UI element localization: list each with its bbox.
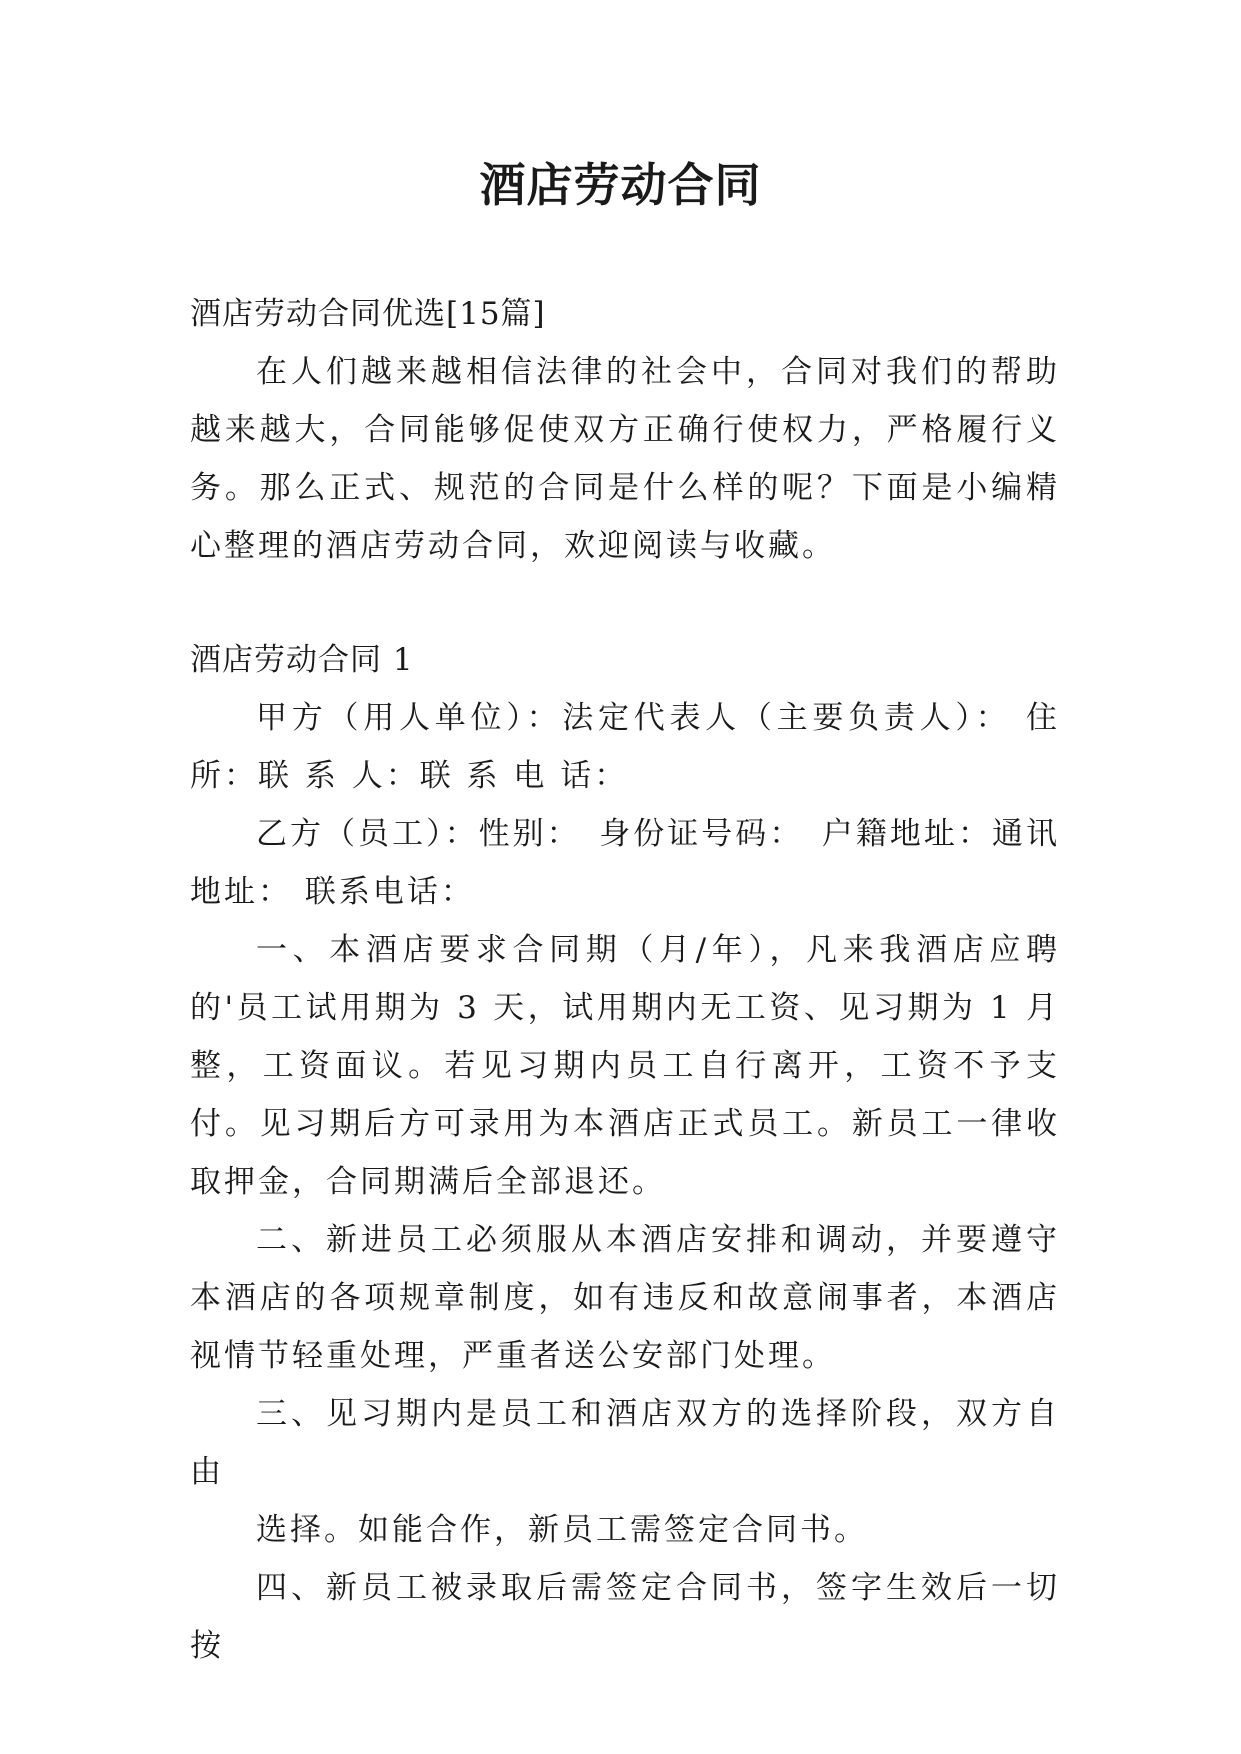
document-title: 酒店劳动合同 bbox=[479, 158, 762, 212]
document-body bbox=[190, 285, 1060, 1675]
party-a-paragraph: 甲方（用人单位）：法定代表人（主要负责人）： 住所：联 系 人：联 系 电 话： bbox=[190, 700, 1060, 794]
clause-3-line-1: 三、见习期内是员工和酒店双方的选择阶段，双方自由 bbox=[190, 1396, 1060, 1490]
party-b-paragraph: 乙方（员工）：性别： 身份证号码： 户籍地址：通讯地址： 联系电话： bbox=[190, 816, 1060, 910]
clause-4-paragraph: 四、新员工被录取后需签定合同书，签字生效后一切按 bbox=[190, 1570, 1060, 1664]
document-subtitle: 酒店劳动合同优选[15篇] bbox=[190, 296, 546, 332]
clause-1-paragraph: 一、本酒店要求合同期（月/年），凡来我酒店应聘的'员工试用期为 3 天，试用期内无工资、见习期为 1 月整，工资面议。若见习期内员工自行离开，工资不予支付。见习期后方可录用为本酒店正式员工。新员工一律收取押金，合同期满后全部退还。 bbox=[190, 932, 1060, 1200]
section-spacer bbox=[190, 575, 1060, 631]
clause-2-paragraph: 二、新进员工必须服从本酒店安排和调动，并要遵守本酒店的各项规章制度，如有违反和故意闹事者，本酒店视情节轻重处理，严重者送公安部门处理。 bbox=[190, 1222, 1060, 1374]
intro-paragraph: 在人们越来越相信法律的社会中，合同对我们的帮助越来越大，合同能够促使双方正确行使权力，严格履行义务。那么正式、规范的合同是什么样的呢？下面是小编精心整理的酒店劳动合同，欢迎阅读与收藏。 bbox=[190, 354, 1060, 564]
clause-3-line-2: 选择。如能合作，新员工需签定合同书。 bbox=[256, 1512, 868, 1548]
section-heading: 酒店劳动合同 1 bbox=[190, 642, 414, 678]
